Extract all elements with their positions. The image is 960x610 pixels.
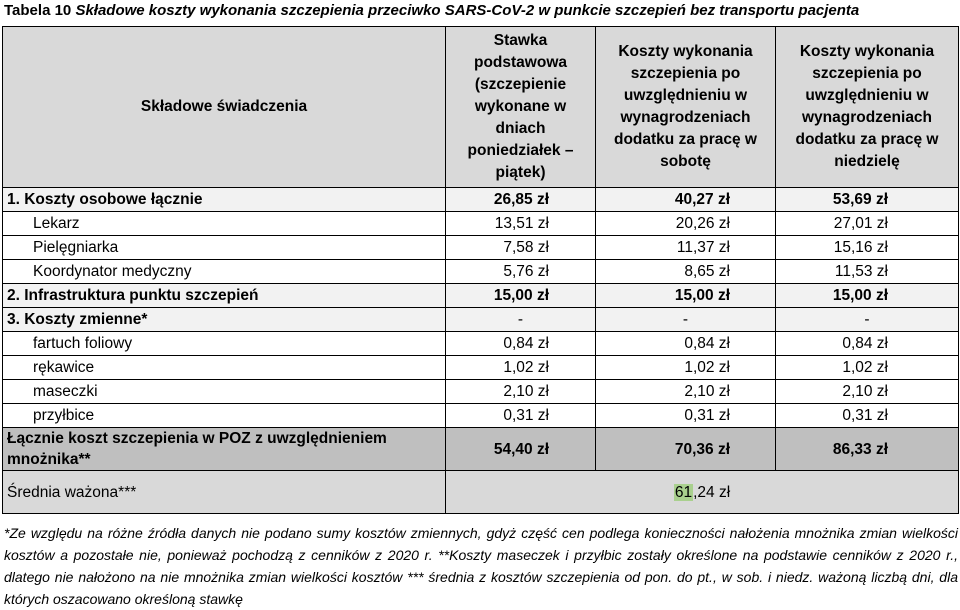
header-sunday: Koszty wykonania szczepienia po uwzględnieniu w wynagrodzeniach dodatku za pracę w niedzielę [776,27,959,188]
cell-saturday: 0,31 zł [596,404,776,428]
cell-base: 5,76 zł [446,260,596,284]
cell-sunday: 15,00 zł [776,284,959,308]
table-row [3,380,959,404]
table-caption [4,2,859,19]
cell-base: 7,58 zł [446,236,596,260]
cell-base: 1,02 zł [446,356,596,380]
caption-title: Składowe koszty wykonania szczepienia przeciwko SARS-CoV-2 w punkcie szczepień bez transportu pacjenta [75,2,860,19]
row-label: maseczki [3,380,446,404]
average-value-highlight: 61 [674,483,693,501]
cell-sunday: 15,16 zł [776,236,959,260]
cost-table [2,26,959,514]
cell-base: - [446,308,596,332]
row-label: 2. Infrastruktura punktu szczepień [3,284,446,308]
cell-base: 15,00 zł [446,284,596,308]
cell-saturday: 11,37 zł [596,236,776,260]
average-value [446,471,959,514]
table-row [3,284,959,308]
row-label: fartuch foliowy [3,332,446,356]
average-value-rest: ,24 zł [693,483,731,501]
table-row [3,356,959,380]
cell-saturday: 0,84 zł [596,332,776,356]
footnotes: *Ze względu na różne źródła danych nie podano sumy kosztów zmiennych, gdyż część cen podlega konieczności nałożenia mnożnika zmian wielkości kosztów a pozostałe nie, ponieważ pochodzą z cenników z 2020 r. **Koszty maseczek i przyłbic zostały określone na podstawie cenników z 2020 r., dlatego nie nałożono na nie mnożnika zmian wielkości kosztów *** średnia z kosztów szczepienia od pon. do pt., w sob. i niedz. ważoną liczbą dni, dla których oszacowano określoną stawkę [4,525,958,607]
cell-saturday: 40,27 zł [596,188,776,212]
table-row [3,404,959,428]
cell-sunday: - [776,308,959,332]
cell-base: 0,84 zł [446,332,596,356]
cell-saturday: 1,02 zł [596,356,776,380]
row-label: 1. Koszty osobowe łącznie [3,188,446,212]
cell-sunday: 11,53 zł [776,260,959,284]
cell-sunday: 27,01 zł [776,212,959,236]
cell-sunday: 53,69 zł [776,188,959,212]
cell-base: 13,51 zł [446,212,596,236]
cell-saturday: 15,00 zł [596,284,776,308]
header-base-rate: Stawka podstawowa (szczepienie wykonane w dniach poniedziałek – piątek) [446,27,596,188]
row-label: 3. Koszty zmienne* [3,308,446,332]
cell-saturday: 20,26 zł [596,212,776,236]
row-label: rękawice [3,356,446,380]
average-label: Średnia ważona*** [3,471,446,514]
table-row [3,332,959,356]
table-row [3,236,959,260]
total-row [3,428,959,471]
cell-base: 2,10 zł [446,380,596,404]
table-header-row [3,27,959,188]
cell-sunday: 0,84 zł [776,332,959,356]
cell-saturday: 2,10 zł [596,380,776,404]
cell-base: 26,85 zł [446,188,596,212]
table-row [3,308,959,332]
header-components: Składowe świadczenia [3,27,446,188]
cell-sunday: 2,10 zł [776,380,959,404]
total-saturday: 70,36 zł [596,428,776,471]
row-label: przyłbice [3,404,446,428]
row-label: Lekarz [3,212,446,236]
total-base: 54,40 zł [446,428,596,471]
total-sunday: 86,33 zł [776,428,959,471]
table-row [3,260,959,284]
total-label: Łącznie koszt szczepienia w POZ z uwzględnieniem mnożnika** [3,428,446,471]
header-saturday: Koszty wykonania szczepienia po uwzględnieniu w wynagrodzeniach dodatku za pracę w sobotę [596,27,776,188]
cell-saturday: - [596,308,776,332]
caption-label: Tabela 10 [4,2,72,19]
row-label: Koordynator medyczny [3,260,446,284]
cell-sunday: 0,31 zł [776,404,959,428]
table-row [3,188,959,212]
cell-saturday: 8,65 zł [596,260,776,284]
cell-sunday: 1,02 zł [776,356,959,380]
row-label: Pielęgniarka [3,236,446,260]
average-row [3,471,959,514]
cell-base: 0,31 zł [446,404,596,428]
table-row [3,212,959,236]
